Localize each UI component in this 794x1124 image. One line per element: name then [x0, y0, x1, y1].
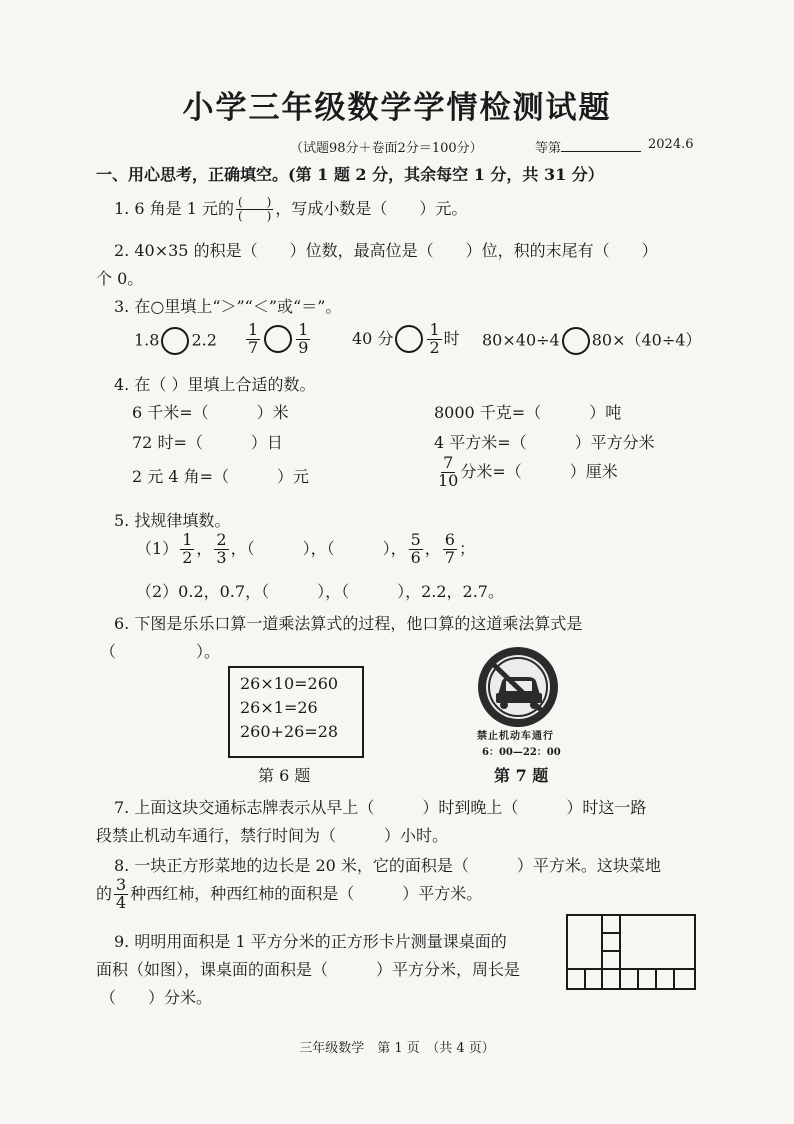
question-1	[114, 196, 467, 223]
grade-field	[535, 137, 641, 156]
seq-label: （1）	[136, 538, 179, 558]
compare-circle	[395, 325, 423, 353]
fraction	[427, 322, 441, 357]
question-8-line2	[96, 877, 482, 912]
question-9-line1: 9. 明明用面积是 1 平方分米的正方形卡片测量课桌面的	[114, 932, 507, 951]
q4-row3-right	[436, 455, 618, 490]
q4-row1-left: 6 千米=（ ）米	[132, 403, 289, 422]
question-7-line2: 段禁止机动车通行，禁行时间为（ ）小时。	[96, 826, 449, 845]
section-heading: 一、用心思考，正确填空。(第 1 题 2 分，其余每空 1 分，共 31 分）	[96, 165, 604, 184]
frac-num: 1	[298, 320, 309, 339]
score-note: （试题98分＋卷面2分＝100分）	[290, 141, 483, 156]
desk-grid-figure	[566, 914, 696, 990]
q5-sequence-1: （1） $\frac{1}{2}$ ， $\frac{2}{3}$ ，（ ），（ ）， $\frac{5}{6}$ ， $\frac{6}{7}$ ；	[136, 530, 475, 567]
q1-frac-den: ( )	[237, 209, 272, 223]
fraction	[296, 322, 310, 357]
frac-den: 6	[410, 547, 421, 567]
compare-circle	[161, 327, 189, 355]
fraction	[214, 532, 228, 567]
fraction	[114, 877, 128, 912]
page-title: 小学三年级数学学情检测试题	[182, 90, 612, 126]
frac-num: 2	[216, 530, 227, 549]
compare-1-right: 2.2	[191, 330, 217, 350]
compare-circle	[264, 325, 292, 353]
question-2-line2: 个 0。	[96, 269, 144, 288]
q4-row1-right: 8000 千克=（ ）吨	[434, 403, 622, 422]
sign-time: 6：00—22：00	[482, 747, 561, 758]
frac-den: 10	[438, 470, 459, 490]
q4-row2-left: 72 时=（ ）日	[132, 433, 283, 452]
question-7-line1: 7. 上面这块交通标志牌表示从早上（ ）时到晚上（ ）时这一路	[114, 798, 647, 817]
q1-fraction	[236, 196, 273, 222]
fraction	[438, 455, 458, 490]
question-8-line1: 8. 一块正方形菜地的边长是 20 米，它的面积是（ ）平方米。这块菜地	[114, 856, 661, 875]
frac-num: 1	[248, 320, 259, 339]
compare-4	[482, 327, 701, 355]
q4-row3-left: 2 元 4 角=（ ）元	[132, 467, 310, 486]
sign-text: 禁止机动车通行	[477, 731, 554, 742]
page-footer: 三年级数学 第 1 页 （共 4 页）	[299, 1041, 495, 1056]
frac-num: 1	[429, 320, 440, 339]
compare-4-left: 80×40÷4	[482, 330, 560, 350]
frac-num: 7	[443, 453, 454, 472]
compare-4-right: 80×（40÷4）	[591, 330, 702, 350]
grade-label: 等第	[535, 141, 562, 156]
question-5: 5. 找规律填数。	[114, 511, 231, 530]
compare-3-left: 40 分	[352, 328, 394, 348]
frac-num: 6	[444, 530, 455, 549]
calc-line: 260+26=28	[240, 722, 339, 741]
question-9-line2: 面积（如图），课桌面的面积是（ ）平方分米，周长是	[96, 960, 521, 979]
compare-3-unit: 时	[443, 328, 460, 348]
seq-end: ；	[458, 538, 475, 558]
compare-1-left: 1.8	[134, 330, 160, 350]
calc-box	[228, 666, 364, 758]
calc-line: 26×10=260	[240, 674, 339, 693]
seq-mid: ，（ ），（ ），	[230, 538, 407, 558]
frac-num: 5	[410, 530, 421, 549]
figure-7-caption: 第 7 题	[494, 766, 549, 785]
q8-line2-tail: 种西红柿，种西红柿的面积是（ ）平方米。	[130, 883, 483, 903]
frac-den: 3	[216, 547, 227, 567]
question-6-line2: （ ）。	[100, 642, 221, 661]
q1-frac-num: ( )	[237, 195, 272, 210]
grade-blank	[561, 139, 641, 152]
fraction	[246, 322, 260, 357]
question-4: 4. 在（ ）里填上合适的数。	[114, 375, 316, 394]
fraction	[409, 532, 423, 567]
frac-den: 9	[298, 337, 309, 357]
q5-sequence-2: （2）0.2，0.7，（ ），（ ），2.2，2.7。	[136, 582, 504, 601]
q8-pre: 的	[96, 883, 113, 903]
question-6-line1: 6. 下图是乐乐口算一道乘法算式的过程，他口算的这道乘法算式是	[114, 614, 583, 633]
compare-3	[352, 322, 460, 357]
question-2-line1: 2. 40×35 的积是（ ）位数，最高位是（ ）位，积的末尾有（ ）	[114, 241, 658, 260]
compare-circle	[562, 327, 590, 355]
compare-2	[244, 322, 312, 357]
compare-1	[134, 327, 217, 355]
fraction	[443, 532, 457, 567]
fraction	[180, 532, 194, 567]
question-9-line3: （ ）分米。	[100, 988, 213, 1007]
question-3: 3. 在○里填上“＞”“＜”或“＝”。	[114, 297, 342, 316]
calc-line: 26×1=26	[240, 698, 318, 717]
frac-den: 7	[444, 547, 455, 567]
frac-num: 3	[116, 875, 127, 894]
frac-den: 2	[429, 337, 440, 357]
q1-text-b: ，写成小数是（ ）元。	[275, 199, 468, 218]
frac-den: 2	[182, 547, 193, 567]
q1-text-a: 1. 6 角是 1 元的	[114, 199, 234, 218]
no-motor-vehicle-sign-icon	[476, 645, 560, 729]
frac-den: 4	[116, 892, 127, 912]
q4-row2-right: 4 平方米=（ ）平方分米	[434, 433, 655, 452]
q4-row3-right-tail: 分米=（ ）厘米	[460, 461, 618, 481]
frac-den: 7	[248, 337, 259, 357]
figure-6-caption: 第 6 题	[258, 766, 311, 785]
exam-date: 2024.6	[648, 137, 694, 152]
frac-num: 1	[182, 530, 193, 549]
